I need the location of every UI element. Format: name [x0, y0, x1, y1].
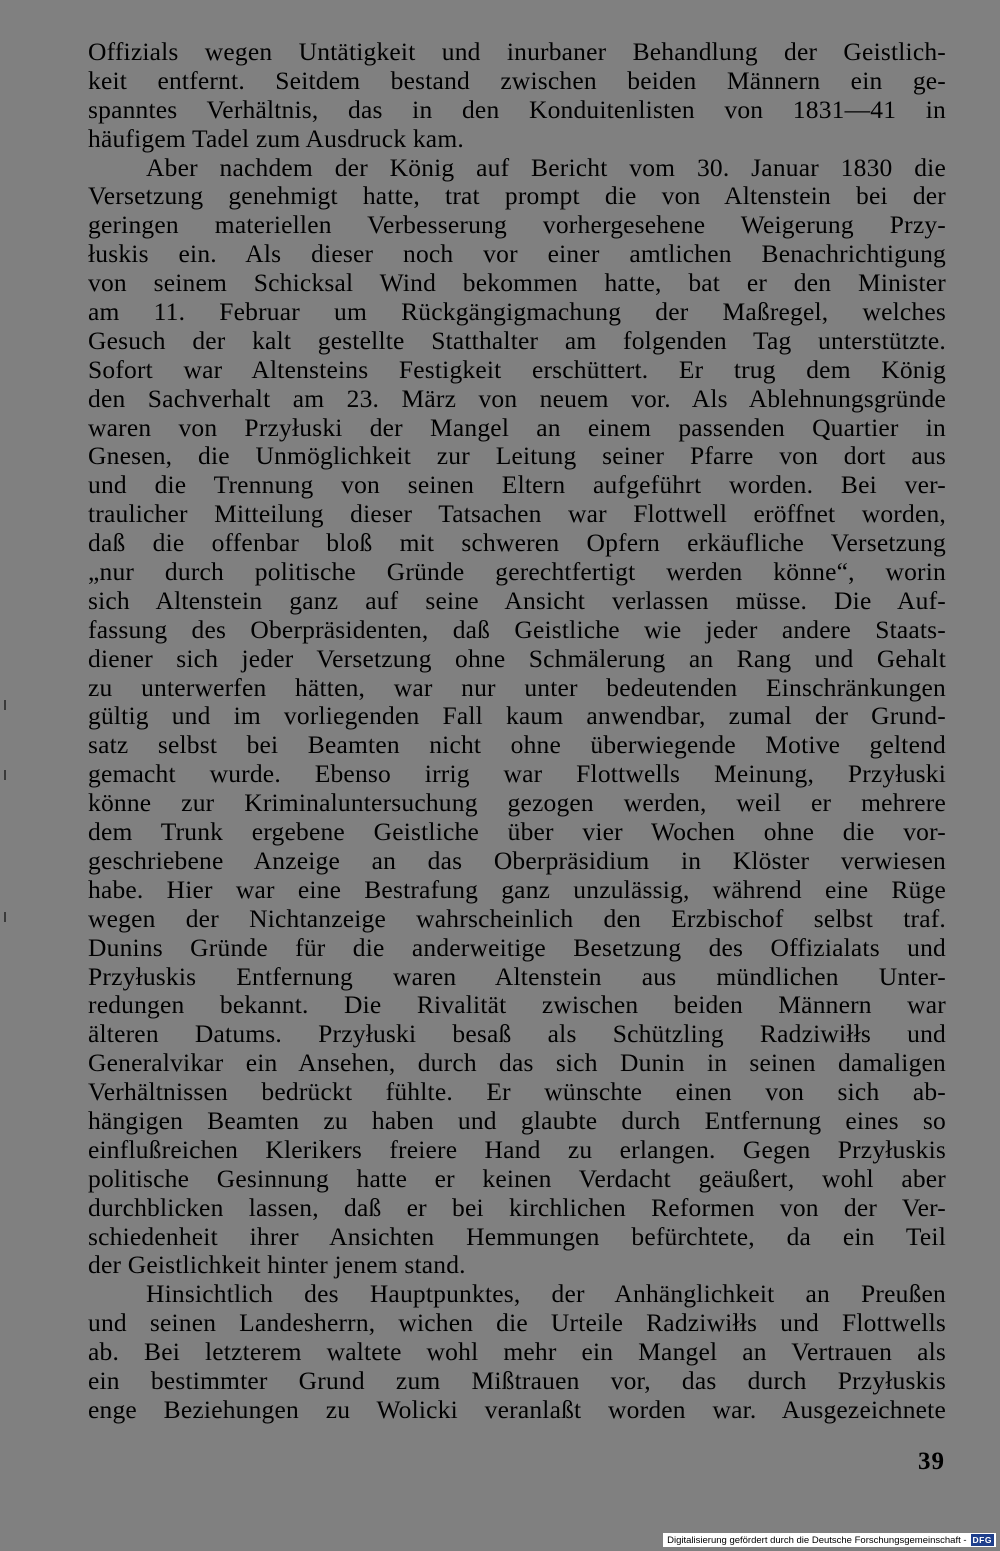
text-line: fassung des Oberpräsidenten, daß Geistliche wie jeder andere Staats-	[88, 614, 946, 644]
text-line: und seinen Landesherrn, wichen die Urteile Radziwiłłs und Flottwells	[88, 1308, 946, 1338]
text-line: durchblicken lassen, daß er bei kirchlichen Reformen von der Ver-	[88, 1192, 946, 1222]
text-line: ein bestimmter Grund zum Mißtrauen vor, das durch Przyłuskis	[88, 1365, 946, 1395]
text-line: sich Altenstein ganz auf seine Ansicht verlassen müsse. Die Auf-	[88, 585, 946, 615]
text-line: Verhältnissen bedrückt fühlte. Er wünschte einen von sich ab-	[88, 1077, 946, 1107]
text-line: spanntes Verhältnis, das in den Konduitenlisten von 1831—41 in	[88, 94, 946, 124]
text-line: gültig und im vorliegenden Fall kaum anwendbar, zumal der Grund-	[88, 701, 946, 731]
footer-credit-text: Digitalisierung gefördert durch die Deutsche Forschungsgemeinschaft -	[667, 1534, 967, 1546]
text-line: Offizials wegen Untätigkeit und inurbaner Behandlung der Geistlich-	[88, 37, 946, 66]
digitization-footer	[663, 1533, 996, 1547]
text-line: Hinsichtlich des Hauptpunktes, der Anhänglichkeit an Preußen	[146, 1279, 946, 1309]
text-line: łuskis ein. Als dieser noch vor einer amtlichen Benachrichtigung	[88, 239, 946, 269]
text-line: einflußreichen Klerikers freiere Hand zu erlangen. Gegen Przyłuskis	[88, 1134, 946, 1164]
text-line: am 11. Februar um Rückgängigmachung der Maßregel, welches	[88, 297, 946, 327]
text-line: Aber nachdem der König auf Bericht vom 30. Januar 1830 die	[146, 152, 946, 182]
text-line: der Geistlichkeit hinter jenem stand.	[88, 1250, 466, 1280]
page-number: 39	[918, 1448, 945, 1475]
text-line: geschriebene Anzeige an das Oberpräsidium in Klöster verwiesen	[88, 845, 946, 875]
margin-mark	[4, 912, 6, 922]
text-line: redungen bekannt. Die Rivalität zwischen beiden Männern war	[88, 990, 946, 1020]
text-line: gemacht wurde. Ebenso irrig war Flottwells Meinung, Przyłuski	[88, 759, 946, 789]
dfg-logo: DFG	[972, 1535, 992, 1545]
text-line: den Sachverhalt am 23. März von neuem vor. Als Ablehnungsgründe	[88, 383, 946, 413]
text-line: dem Trunk ergebene Geistliche über vier Wochen ohne die vor-	[88, 817, 946, 847]
text-line: „nur durch politische Gründe gerechtfertigt werden könne“, worin	[88, 557, 946, 587]
text-line: traulicher Mitteilung dieser Tatsachen war Flottwell eröffnet worden,	[88, 499, 946, 529]
text-line: geringen materiellen Verbesserung vorhergesehene Weigerung Przy-	[88, 210, 946, 240]
text-line: Sofort war Altensteins Festigkeit erschüttert. Er trug dem König	[88, 354, 946, 384]
text-line: diener sich jeder Versetzung ohne Schmälerung an Rang und Gehalt	[88, 643, 946, 673]
margin-mark	[4, 770, 6, 780]
margin-mark	[4, 700, 6, 710]
text-line: Generalvikar ein Ansehen, durch das sich Dunin in seinen damaligen	[88, 1048, 946, 1078]
text-line: und die Trennung von seinen Eltern aufgeführt worden. Bei ver-	[88, 470, 946, 500]
text-line: schiedenheit ihrer Ansichten Hemmungen befürchtete, da ein Teil	[88, 1221, 946, 1251]
text-line: hängigen Beamten zu haben und glaubte durch Entfernung eines so	[88, 1105, 946, 1135]
text-line: politische Gesinnung hatte er keinen Verdacht geäußert, wohl aber	[88, 1163, 946, 1193]
text-line: wegen der Nichtanzeige wahrscheinlich den Erzbischof selbst traf.	[88, 903, 946, 933]
text-line: waren von Przyłuski der Mangel an einem passenden Quartier in	[88, 412, 946, 442]
text-line: zu unterwerfen hätten, war nur unter bedeutenden Einschränkungen	[88, 672, 946, 702]
text-line: habe. Hier war eine Bestrafung ganz unzulässig, während eine Rüge	[88, 874, 946, 904]
text-line: daß die offenbar bloß mit schweren Opfern erkäufliche Versetzung	[88, 528, 946, 558]
text-line: könne zur Kriminaluntersuchung gezogen werden, weil er mehrere	[88, 788, 946, 818]
text-line: Gesuch der kalt gestellte Statthalter am folgenden Tag unterstützte.	[88, 325, 946, 355]
text-line: von seinem Schicksal Wind bekommen hatte, bat er den Minister	[88, 268, 946, 298]
text-line: Versetzung genehmigt hatte, trat prompt die von Altenstein bei der	[88, 181, 946, 211]
body-text	[88, 38, 946, 1425]
text-line: satz selbst bei Beamten nicht ohne überwiegende Motive geltend	[88, 730, 946, 760]
text-line: Gnesen, die Unmöglichkeit zur Leitung seiner Pfarre von dort aus	[88, 441, 946, 471]
text-line: häufigem Tadel zum Ausdruck kam.	[88, 123, 464, 153]
text-line: keit entfernt. Seitdem bestand zwischen beiden Männern ein ge-	[88, 65, 946, 95]
text-line: enge Beziehungen zu Wolicki veranlaßt worden war. Ausgezeichnete	[88, 1394, 946, 1424]
text-line: Dunins Gründe für die anderweitige Besetzung des Offizialats und	[88, 932, 946, 962]
text-line: ab. Bei letzterem waltete wohl mehr ein Mangel an Vertrauen als	[88, 1337, 946, 1367]
text-line: älteren Datums. Przyłuski besaß als Schützling Radziwiłłs und	[88, 1019, 946, 1049]
text-line: Przyłuskis Entfernung waren Altenstein aus mündlichen Unter-	[88, 961, 946, 991]
